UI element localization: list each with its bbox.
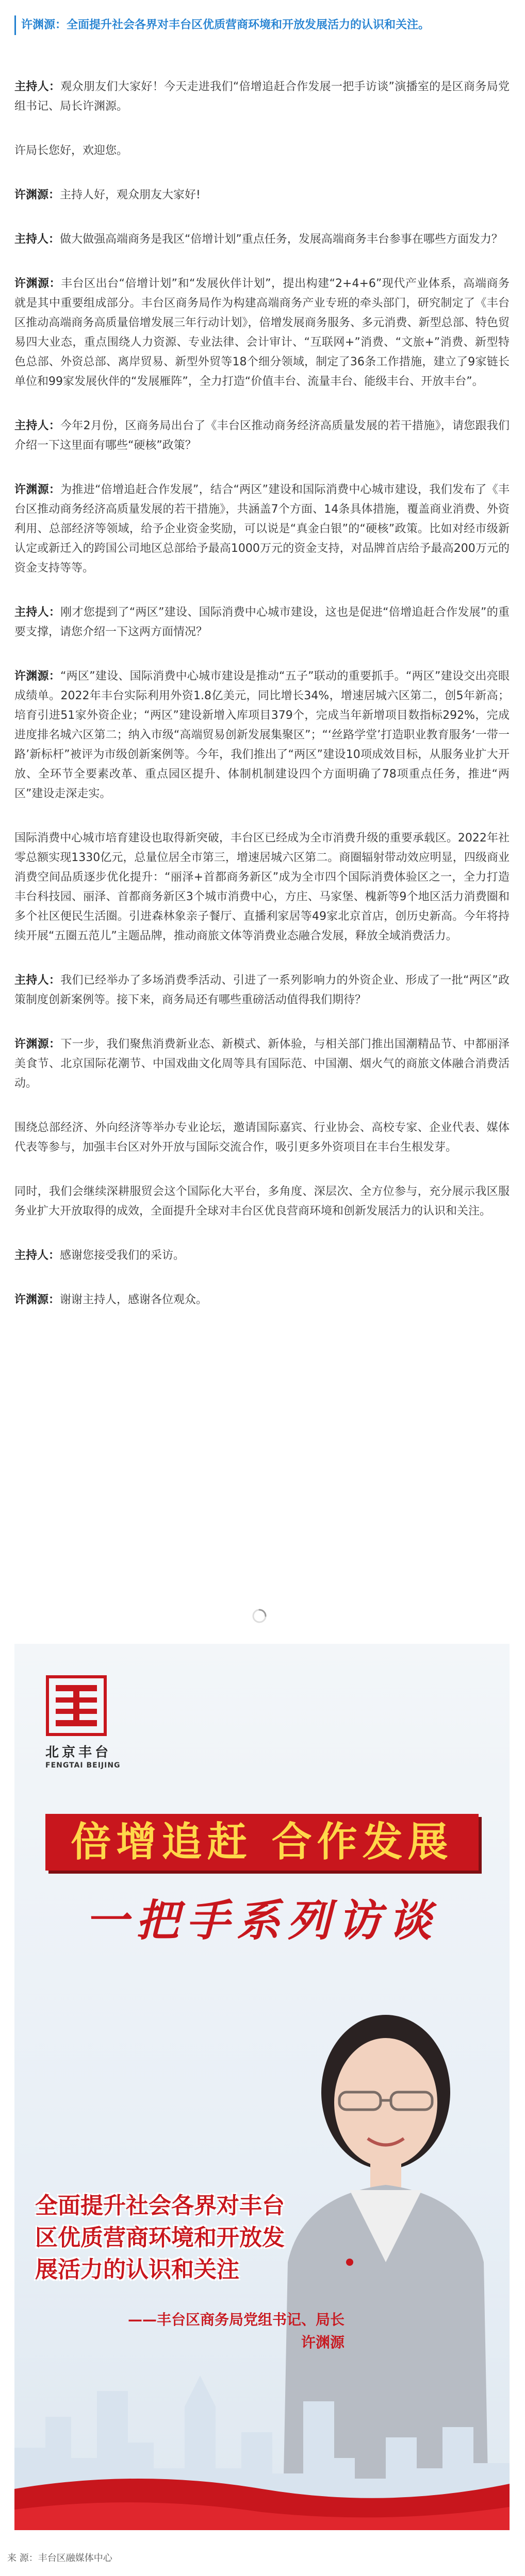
- speaker-label: 许渊源：: [14, 483, 61, 496]
- poster-series-title: 一把手系列访谈: [85, 1895, 439, 1946]
- paragraph-text: 围绕总部经济、外向经济等举办专业论坛，邀请国际嘉宾、行业协会、高校专家、企业代表、媒体代表等参与，加强丰台区对外开放与国际交流合作，吸引更多外资项目在丰台生根发芽。: [14, 1121, 510, 1154]
- logo-english-name: FENGTAI BEIJING: [45, 1761, 121, 1770]
- paragraph-text: 丰台区出台“倍增计划”和“发展伙伴计划”，提出构建“2+4+6”现代产业体系，高端商务就是其中重要组成部分。丰台区商务局作为构建高端商务产业专班的牵头部门，研究制定了《丰台区推动高端商务高质量倍增发展三年行动计划》，倍增发展商务服务、多元消费、新型总部、特色贸易四大业态，重点围绕人力资源、专业法律、会计审计、“互联网+”消费、“文旅+”消费、新型特色总部、外资总部、离岸贸易、新型外贸等18个细分领域，制定了36条工作措施，建立了9家链长单位和99家发展伙伴的“发展雁阵”，全力打造“价值丰台、流量丰台、能级丰台、开放丰台”。: [14, 277, 510, 388]
- paragraph-text: 刚才您提到了“两区”建设、国际消费中心城市建设，这也是促进“倍增追赶合作发展”的重要支撑，请您介绍一下这两方面情况？: [14, 606, 510, 638]
- article-paragraph: [14, 77, 510, 116]
- paragraph-text: 同时，我们会继续深耕服贸会这个国际化大平台，多角度、深层次、全方位参与，充分展示我区服务业扩大开放取得的成效，全面提升全球对丰台区优良营商环境和创新发展活力的认识和关注。: [14, 1185, 510, 1218]
- article-paragraph: [14, 230, 510, 249]
- speaker-label: 许渊源：: [14, 1038, 61, 1051]
- article-paragraph: [14, 1246, 510, 1266]
- article-headline: 许渊源：全面提升社会各界对丰台区优质营商环境和开放发展活力的认识和关注。: [14, 15, 510, 35]
- article-paragraph: [14, 480, 510, 578]
- article-paragraph: [14, 141, 510, 161]
- source-credit: 来 源：丰台区融媒体中心: [7, 2553, 112, 2564]
- article-paragraph: [14, 603, 510, 642]
- article-paragraph: [14, 1118, 510, 1157]
- speaker-label: 主持人：: [14, 233, 60, 246]
- article-body: [14, 77, 510, 1335]
- paragraph-text: 国际消费中心城市培育建设也取得新突破，丰台区已经成为全市消费升级的重要承载区。2022年社零总额实现1330亿元，总量位居全市第三，增速居城六区第二。商圈辐射带动效应明显，四级商业消费空间品质逐步优化提升：“丽泽+首都商务新区”成为全市四个国际消费体验区之一，全力打造丰台科技园、丽泽、首都商务新区3个城市消费中心，方庄、马家堡、槐新等9个地区活力消费圈和多个社区便民生活圈。引进森林象亲子餐厅、直播利家居等49家北京首店，创历史新高。今年将持续开展“五圈五范儿”主题品牌，推动商旅文体等消费业态融合发展，释放全域消费活力。: [14, 832, 510, 942]
- paragraph-text: 谢谢主持人，感谢各位观众。: [60, 1293, 208, 1306]
- article-paragraph: [14, 416, 510, 456]
- paragraph-text: 感谢您接受我们的采访。: [60, 1249, 185, 1262]
- speaker-label: 许渊源：: [14, 277, 61, 290]
- city-skyline: [14, 2314, 510, 2530]
- role-title: ——丰台区商务局党组书记、局长: [127, 2311, 344, 2328]
- paragraph-text: 许局长您好，欢迎您。: [14, 144, 128, 157]
- paragraph-text: 为推进“倍增追赶合作发展”，结合“两区”建设和国际消费中心城市建设，我们发布了《丰台区推动商务经济高质量发展的若干措施》，共涵盖7个方面、14条具体措施，覆盖商业消费、外资利用、总部经济等领域，给予企业资金奖励，可以说是“真金白银”的“硬核”政策。比如对经市级新认定或新迁入的跨国公司地区总部给予最高1000万元的资金支持，对品牌首店给予最高200万元的资金支持等等。: [14, 483, 510, 575]
- paragraph-text: 下一步，我们聚焦消费新业态、新模式、新体验，与相关部门推出国潮精品节、中都丽泽美食节、北京国际花潮节、中国戏曲文化周等具有国际范、中国潮、烟火气的商旅文体融合消费活动。: [14, 1038, 510, 1090]
- logo-chinese-name: 北京丰台: [45, 1745, 112, 1760]
- speaker-label: 主持人：: [14, 606, 61, 619]
- speaker-label: 许渊源：: [14, 1293, 60, 1306]
- poster-banner: 倍增追赶 合作发展: [45, 1814, 479, 1871]
- speaker-label: 主持人：: [14, 80, 61, 93]
- poster-subtitle: 全面提升社会各界对丰台区优质营商环境和开放发展活力的认识和关注: [35, 2193, 285, 2283]
- paragraph-text: 观众朋友们大家好！今天走进我们“倍增追赶合作发展一把手访谈”演播室的是区商务局党组书记、局长许渊源。: [14, 80, 510, 113]
- interviewee-name: 许渊源: [301, 2334, 344, 2351]
- speaker-label: 许渊源：: [14, 189, 60, 201]
- paragraph-text: 主持人好，观众朋友大家好!: [60, 189, 201, 201]
- paragraph-text: 今年2月份，区商务局出台了《丰台区推动商务经济高质量发展的若干措施》，请您跟我们介绍一下这里面有哪些“硬核”政策？: [14, 419, 510, 452]
- article-paragraph: [14, 829, 510, 946]
- fengtai-logo-icon: [45, 1675, 107, 1737]
- article-paragraph: [14, 667, 510, 804]
- paragraph-text: “两区”建设、国际消费中心城市建设是推动“五子”联动的重要抓手。“两区”建设交出亮眼成绩单。2022年丰台实际利用外资1.8亿美元，同比增长34%，增速居城六区第二，创5年新高；培育引进51家外资企业；“两区”建设新增入库项目379个，完成当年新增项目数指标292%，完成进度排名城六区第二；纳入市级“高端贸易创新发展集聚区”；“‘丝路学堂’打造职业教育服务‘一带一路’新标杆”被评为市级创新案例等。今年，我们推出了“两区”建设10项成效目标，从服务业扩大开放、全环节全要素改革、重点园区提升、体制机制建设四个方面明确了78项重点任务，推进“两区”建设走深走实。: [14, 670, 510, 800]
- speaker-label: 主持人：: [14, 974, 61, 987]
- paragraph-text: 做大做强高端商务是我区“倍增计划”重点任务，发展高端商务丰台参事在哪些方面发力？: [60, 233, 503, 246]
- interview-poster: [14, 1644, 510, 2530]
- speaker-label: 主持人：: [14, 419, 61, 432]
- loading-spinner-icon: [251, 1607, 268, 1625]
- speaker-label: 许渊源：: [14, 670, 61, 683]
- article-paragraph: [14, 971, 510, 1010]
- article-paragraph: [14, 274, 510, 392]
- article-paragraph: [14, 1182, 510, 1221]
- article-paragraph: [14, 1290, 510, 1310]
- article-paragraph: [14, 1035, 510, 1093]
- speaker-label: 主持人：: [14, 1249, 60, 1262]
- paragraph-text: 我们已经举办了多场消费季活动、引进了一系列影响力的外资企业、形成了一批“两区”政策制度创新案例等。接下来，商务局还有哪些重磅活动值得我们期待？: [14, 974, 510, 1006]
- article-paragraph: [14, 186, 510, 205]
